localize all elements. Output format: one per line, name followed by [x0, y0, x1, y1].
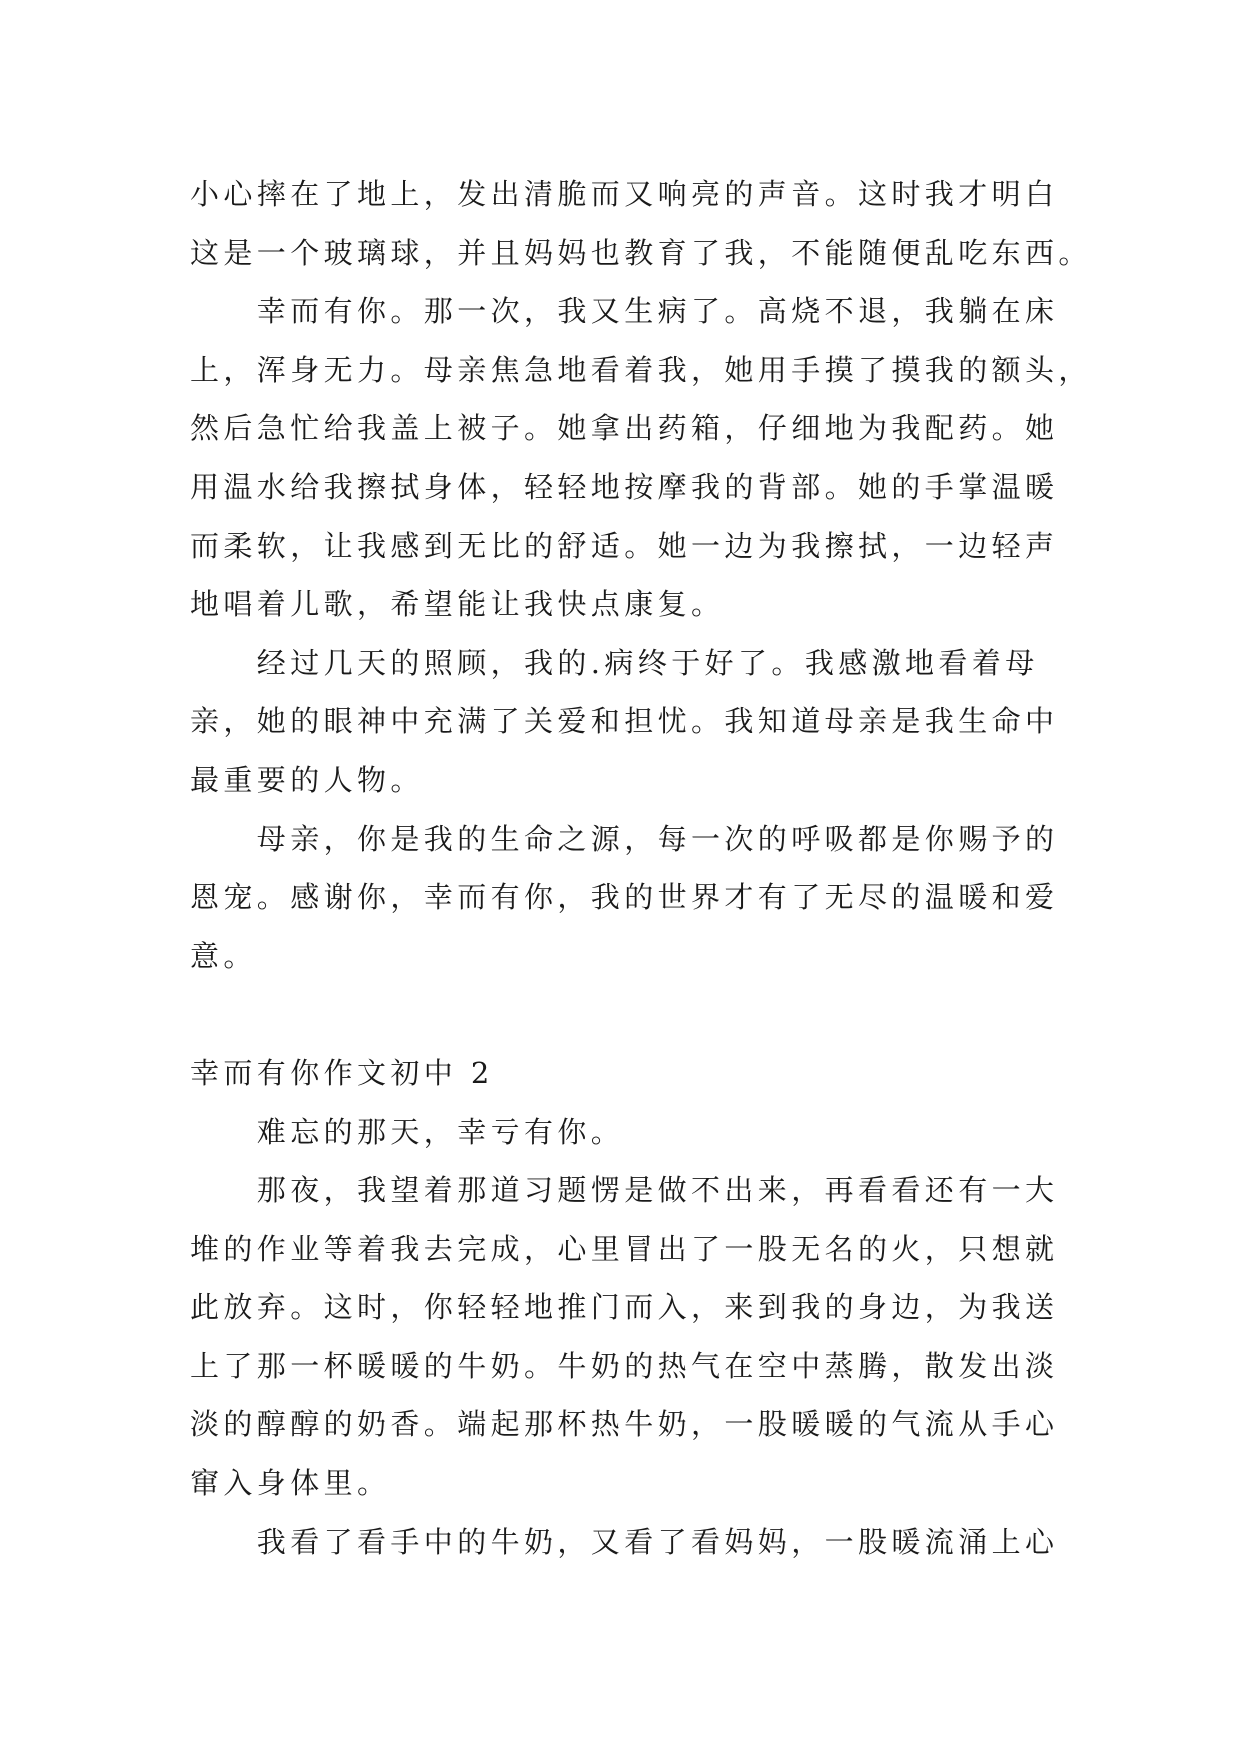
body-line: 亲，她的眼神中充满了关爱和担忧。我知道母亲是我生命中 [190, 704, 1059, 739]
body-line: 上了那一杯暖暖的牛奶。牛奶的热气在空中蒸腾，散发出淡 [190, 1348, 1059, 1383]
body-line: 窜入身体里。 [190, 1466, 391, 1501]
body-line: 我看了看手中的牛奶，又看了看妈妈，一股暖流涌上心 [190, 1524, 1059, 1559]
body-line: 那夜，我望着那道习题愣是做不出来，再看看还有一大 [190, 1173, 1059, 1208]
body-line: 而柔软，让我感到无比的舒适。她一边为我擦拭，一边轻声 [190, 528, 1059, 563]
body-line: 堆的作业等着我去完成，心里冒出了一股无名的火，只想就 [190, 1231, 1059, 1266]
section-spacer [190, 985, 1055, 1044]
body-line: 难忘的那天，幸亏有你。 [190, 1114, 625, 1149]
body-line: 地唱着儿歌，希望能让我快点康复。 [190, 587, 725, 622]
body-line: 此放弃。这时，你轻轻地推门而入，来到我的身边，为我送 [190, 1290, 1059, 1325]
body-line: 恩宠。感谢你，幸而有你，我的世界才有了无尽的温暖和爱 [190, 880, 1059, 915]
section-title: 幸而有你作文初中 2 [190, 1055, 494, 1090]
body-line: 意。 [190, 938, 257, 973]
body-line: 然后急忙给我盖上被子。她拿出药箱，仔细地为我配药。她 [190, 411, 1059, 446]
body-line: 经过几天的照顾，我的.病终于好了。我感激地看着母 [190, 645, 1039, 680]
body-line: 上，浑身无力。母亲焦急地看着我，她用手摸了摸我的额头， [190, 352, 1092, 387]
body-line: 最重要的人物。 [190, 762, 424, 797]
document-page [190, 165, 1092, 1571]
body-line: 母亲，你是我的生命之源，每一次的呼吸都是你赐予的 [190, 821, 1059, 856]
body-line: 这是一个玻璃球，并且妈妈也教育了我，不能随便乱吃东西。 [190, 235, 1092, 270]
body-line: 幸而有你。那一次，我又生病了。高烧不退，我躺在床 [190, 294, 1059, 329]
body-line: 小心摔在了地上，发出清脆而又响亮的声音。这时我才明白 [190, 177, 1059, 211]
body-line: 淡的醇醇的奶香。端起那杯热牛奶，一股暖暖的气流从手心 [190, 1407, 1059, 1442]
body-line: 用温水给我擦拭身体，轻轻地按摩我的背部。她的手掌温暖 [190, 469, 1059, 504]
